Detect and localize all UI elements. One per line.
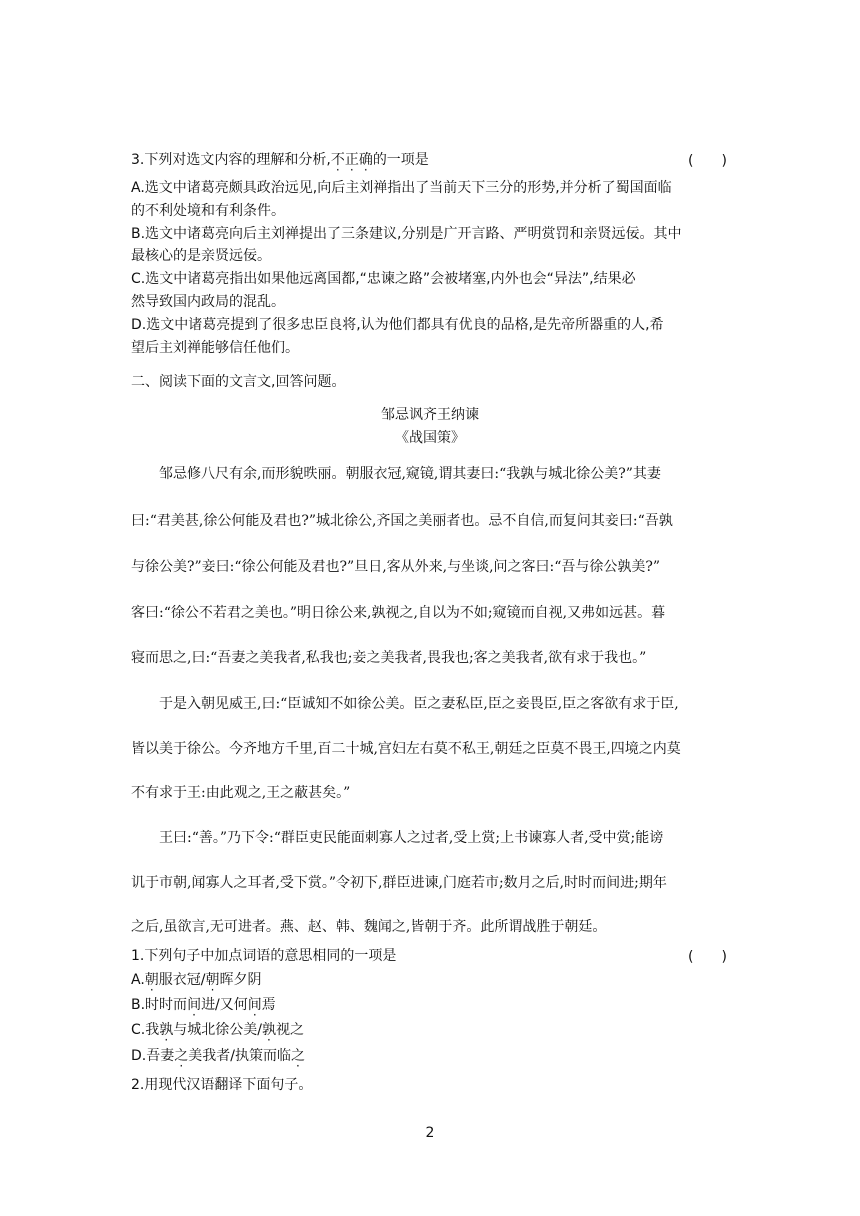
emphasis-char: 确 xyxy=(358,152,373,168)
emphasis-char: 不 xyxy=(330,152,345,168)
q3-option-a-line1: A.选文中诸葛亮颇具政治远见,向后主刘禅指出了当前天下三分的形势,并分析了蜀国面临 xyxy=(131,180,672,196)
emphasis-char: 间 xyxy=(247,997,262,1013)
q3-option-c-line1: C.选文中诸葛亮指出如果他远离国都,“忠谏之路”会被堵塞,内外也会“异法”,结果必 xyxy=(131,271,636,287)
q1-option-c: C.我孰与城北徐公美/孰视之 xyxy=(131,1022,304,1038)
passage-line: 不有求于王:由此观之,王之蔽甚矣。” xyxy=(131,785,351,801)
q1-option-d: D.吾妻之美我者/执策而临之 xyxy=(131,1048,305,1064)
q1-option-b: B.时时而间进/又何间焉 xyxy=(131,997,276,1013)
emphasis-char: 朝 xyxy=(144,972,159,988)
emphasis-char: 孰 xyxy=(159,1022,174,1038)
passage-source: 《战国策》 xyxy=(395,430,465,446)
q3-stem xyxy=(131,150,429,170)
emphasis-char: 孰 xyxy=(261,1022,276,1038)
q3-option-a-line2: 的不利处境和有利条件。 xyxy=(131,203,285,219)
passage-line: 王曰:“善。”乃下令:“群臣吏民能面刺寡人之过者,受上赏;上书谏寡人者,受中赏;能谤 xyxy=(131,830,664,846)
emphasis-char: 正 xyxy=(344,152,359,168)
q1-stem: 1.下列句子中加点词语的意思相同的一项是 xyxy=(131,948,397,964)
page-number: 2 xyxy=(425,1125,435,1141)
q3-option-c-line2: 然导致国内政局的混乱。 xyxy=(131,294,285,310)
q1-answer-bracket: ( ) xyxy=(688,949,727,965)
q3-stem-start: 3.下列对选文内容的理解和分析, xyxy=(131,152,331,168)
q2-stem: 2.用现代汉语翻译下面句子。 xyxy=(131,1077,313,1093)
emphasis-char: 朝 xyxy=(205,972,220,988)
emphasis-char: 间 xyxy=(187,997,202,1013)
passage-title: 邹忌讽齐王纳谏 xyxy=(381,407,479,423)
passage-line: 客曰:“徐公不若君之美也。”明日徐公来,孰视之,自以为不如;窥镜而自视,又弗如远甚。暮 xyxy=(131,605,666,621)
passage-line: 邹忌修八尺有余,而形貌昳丽。朝服衣冠,窥镜,谓其妻曰:“我孰与城北徐公美?”其妻 xyxy=(131,466,661,482)
q3-answer-bracket: ( ) xyxy=(688,153,727,169)
passage-line: 皆以美于徐公。今齐地方千里,百二十城,宫妇左右莫不私王,朝廷之臣莫不畏王,四境之内莫 xyxy=(131,741,681,757)
emphasis-char: 之 xyxy=(174,1048,189,1064)
passage-line: 于是入朝见威王,曰:“臣诚知不如徐公美。臣之妻私臣,臣之妾畏臣,臣之客欲有求于臣, xyxy=(131,696,679,712)
passage-line: 寝而思之,曰:“吾妻之美我者,私我也;妾之美我者,畏我也;客之美我者,欲有求于我也。” xyxy=(131,650,647,666)
emphasis-char: 之 xyxy=(290,1048,305,1064)
passage-line: 讥于市朝,闻寡人之耳者,受下赏。”令初下,群臣进谏,门庭若市;数月之后,时时而间进;期年 xyxy=(131,875,667,891)
q3-option-d-line1: D.选文中诸葛亮提到了很多忠臣良将,认为他们都具有优良的品格,是先帝所器重的人,希 xyxy=(131,317,664,333)
section-heading: 二、阅读下面的文言文,回答问题。 xyxy=(131,374,346,390)
q3-option-b-line1: B.选文中诸葛亮向后主刘禅提出了三条建议,分别是广开言路、严明赏罚和亲贤远佞。其中 xyxy=(131,226,682,242)
passage-line: 与徐公美?”妾曰:“徐公何能及君也?”旦日,客从外来,与坐谈,问之客曰:“吾与徐公孰美?” xyxy=(131,559,661,575)
q3-option-b-line2: 最核心的是亲贤远佞。 xyxy=(131,248,271,264)
q3-option-d-line2: 望后主刘禅能够信任他们。 xyxy=(131,340,299,356)
q3-stem-end: 的一项是 xyxy=(372,152,429,168)
passage-line: 之后,虽欲言,无可进者。燕、赵、韩、魏闻之,皆朝于齐。此所谓战胜于朝廷。 xyxy=(131,919,607,935)
q1-option-a: A.朝服衣冠/朝晖夕阴 xyxy=(131,972,262,988)
passage-line: 曰:“君美甚,徐公何能及君也?”城北徐公,齐国之美丽者也。忌不自信,而复问其妾曰:“吾孰 xyxy=(131,513,673,529)
